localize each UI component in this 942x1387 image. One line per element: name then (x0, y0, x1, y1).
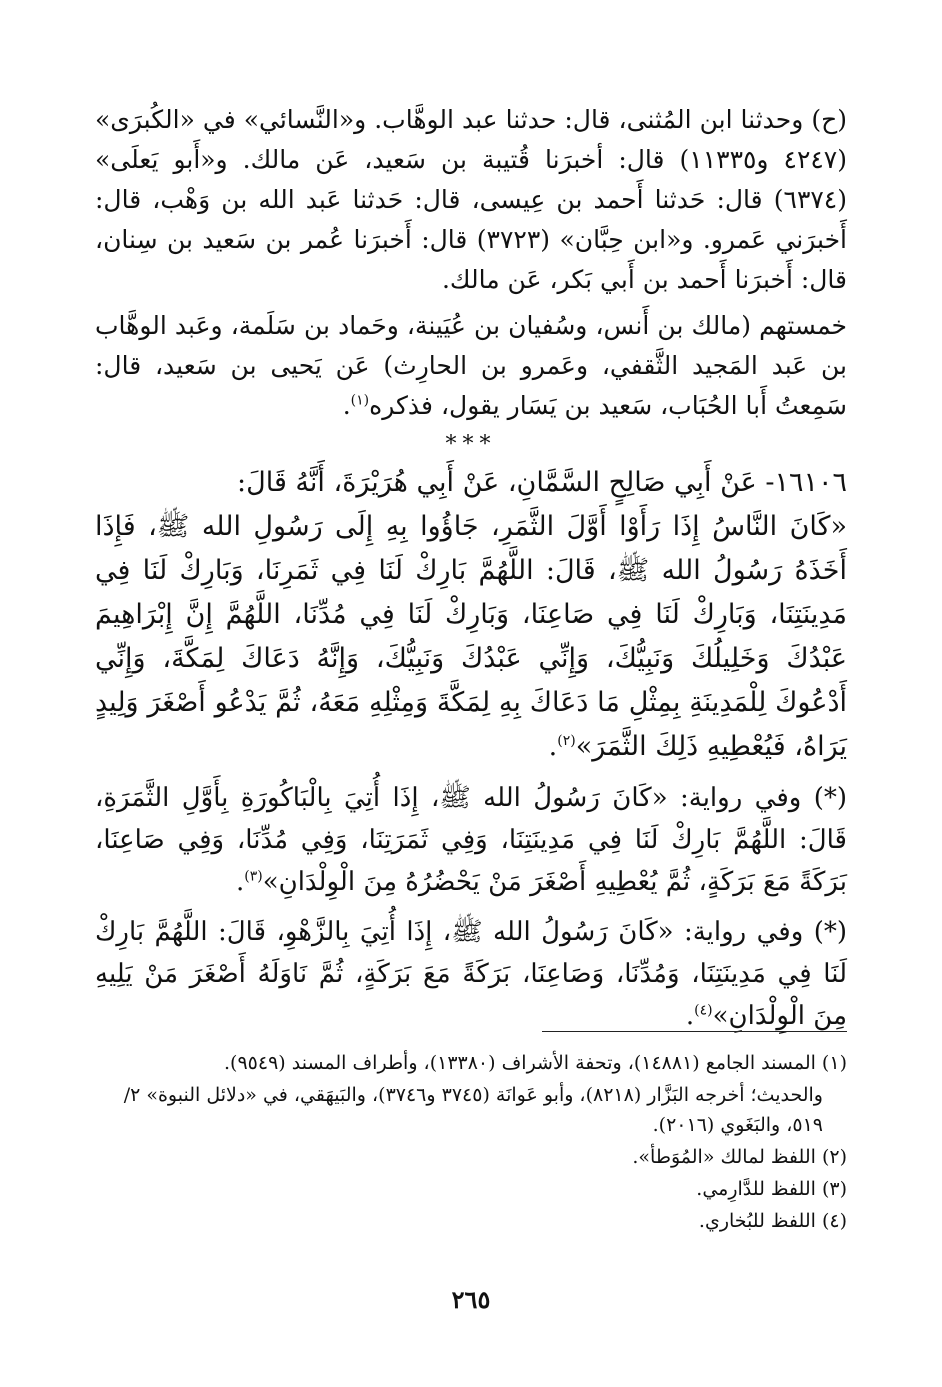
footnote: والحديث؛ أخرجه البَزَّار (٨٢١٨)، وأبو عَوانَة (٣٧٤٥ و٣٧٤٦)، والبَيهَقي، في «دلائل النبوة» ٢/ ٥١٩، والبَغَوي (٢٠١٦). (123, 1084, 823, 1136)
isnad-summary-text: خمستهم (مالك بن أَنس، وسُفيان بن عُيَينة، وحَماد بن سَلَمة، وعَبد الوهَّاب بن عَبد المَجيد الثَّقفي، وعَمرو بن الحارِث) عَن يَحيى بن سَعيد، قال: سَمِعتُ أَبا الحُبَاب، سَعيد بن يَسَار يقول، فذكره (95, 311, 847, 420)
riwaya-text: (*) وفي رواية: «كَانَ رَسُولُ الله ﷺ، إِذَا أُتِيَ بِالْبَاكُورَةِ بِأَوَّلِ الثَّمَرَةِ، قَالَ: اللَّهُمَّ بَارِكْ لَنَا فِي مَدِينَتِنَا، وَفِي ثَمَرَتِنَا، وَفِي مُدِّنَا، وَفِي صَاعِنَا، بَرَكَةً مَعَ بَرَكَةٍ، ثُمَّ يُعْطِيهِ أَصْغَرَ مَنْ يَحْضُرُهُ مِنَ الْوِلْدَانِ» (95, 783, 847, 897)
footnote-ref: (٤) (694, 1002, 713, 1019)
footnotes (95, 1048, 847, 1238)
riwaya-paragraph: (*) وفي رواية: «كَانَ رَسُولُ الله ﷺ، إِذَا أُتِيَ بِالْبَاكُورَةِ بِأَوَّلِ الثَّمَرَةِ، قَالَ: اللَّهُمَّ بَارِكْ لَنَا فِي مَدِينَتِنَا، وَفِي ثَمَرَتِنَا، وَفِي مُدِّنَا، وَفِي صَاعِنَا، بَرَكَةً مَعَ بَرَكَةٍ، ثُمَّ يُعْطِيهِ أَصْغَرَ مَنْ يَحْضُرُهُ مِنَ الْوِلْدَانِ»$^{(٣)}$. (95, 783, 847, 897)
page-body (95, 100, 847, 1045)
riwaya-text: (*) وفي رواية: «كَانَ رَسُولُ الله ﷺ، إِذَا أُتِيَ بِالزَّهْوِ، قَالَ: اللَّهُمَّ بَارِكْ لَنَا فِي مَدِينَتِنَا، وَمُدِّنَا، وَصَاعِنَا، بَرَكَةً مَعَ بَرَكَةٍ، ثُمَّ نَاوَلَهُ أَصْغَرَ مَنْ يَلِيهِ مِنَ الْوِلْدَانِ» (95, 917, 847, 1031)
footnote: (٤) اللفظ للبُخاري. (698, 1210, 847, 1232)
footnote-ref: (٣) (244, 868, 263, 885)
page-number: ٢٦٥ (451, 1285, 491, 1314)
footnote-divider (542, 1031, 847, 1032)
hadith-text: «كَانَ النَّاسُ إِذَا رَأَوْا أَوَّلَ الثَّمَرِ، جَاؤُوا بِهِ إِلَى رَسُولِ الله ﷺ، فَإِذَا أَخَذَهُ رَسُولُ الله ﷺ، قَالَ: اللَّهُمَّ بَارِكْ لَنَا فِي ثَمَرِنَا، وَبَارِكْ لَنَا فِي مَدِينَتِنَا، وَبَارِكْ لَنَا فِي صَاعِنَا، وَبَارِكْ لَنَا فِي مُدِّنَا، اللَّهُمَّ إِنَّ إِبْرَاهِيمَ عَبْدُكَ وَخَلِيلُكَ وَنَبِيُّكَ، وَإِنِّي عَبْدُكَ وَنَبِيُّكَ، وَإِنَّهُ دَعَاكَ لِمَكَّةَ، وَإِنِّي أَدْعُوكَ لِلْمَدِينَةِ بِمِثْلِ مَا دَعَاكَ بِهِ لِمَكَّةَ وَمِثْلِهِ مَعَهُ، ثُمَّ يَدْعُو أَصْغَرَ وَلِيدٍ يَرَاهُ، فَيُعْطِيهِ ذَلِكَ الثَّمَرَ» (95, 511, 847, 762)
footnote: (٢) اللفظ لمالك «المُوَطأ». (632, 1146, 847, 1168)
isnad-paragraph: (ح) وحدثنا ابن المُثنى، قال: حدثنا عبد الوهَّاب. و«النَّسائي» في «الكُبرَى» (٤٢٤٧ و١١٣٣٥) قال: أخبرَنا قُتيبة بن سَعيد، عَن مالك. و«أَبو يَعلَى» (٦٣٧٤) قال: حَدثنا أَحمد بن عِيسى، قال: حَدثنا عَبد الله بن وَهْب، قال: أَخبرَني عَمرو. و«ابن حِبَّان» (٣٧٢٣) قال: أَخبرَنا عُمر بن سَعيد بن سِنان، قال: أَخبرَنا أَحمد بن أَبي بَكر، عَن مالك. (95, 105, 847, 294)
footnote-ref: (٢) (557, 733, 576, 749)
riwaya-paragraph: (*) وفي رواية: «كَانَ رَسُولُ الله ﷺ، إِذَا أُتِيَ بِالزَّهْوِ، قَالَ: اللَّهُمَّ بَارِكْ لَنَا فِي مَدِينَتِنَا، وَمُدِّنَا، وَصَاعِنَا، بَرَكَةً مَعَ بَرَكَةٍ، ثُمَّ نَاوَلَهُ أَصْغَرَ مَنْ يَلِيهِ مِنَ الْوِلْدَانِ»$^{(٤)}$. (95, 917, 847, 1031)
hadith-text-paragraph: «كَانَ النَّاسُ إِذَا رَأَوْا أَوَّلَ الثَّمَرِ، جَاؤُوا بِهِ إِلَى رَسُولِ الله ﷺ، فَإِذَا أَخَذَهُ رَسُولُ الله ﷺ، قَالَ: اللَّهُمَّ بَارِكْ لَنَا فِي ثَمَرِنَا، وَبَارِكْ لَنَا فِي مَدِينَتِنَا، وَبَارِكْ لَنَا فِي صَاعِنَا، وَبَارِكْ لَنَا فِي مُدِّنَا، اللَّهُمَّ إِنَّ إِبْرَاهِيمَ عَبْدُكَ وَخَلِيلُكَ وَنَبِيُّكَ، وَإِنِّي عَبْدُكَ وَنَبِيُّكَ، وَإِنَّهُ دَعَاكَ لِمَكَّةَ، وَإِنِّي أَدْعُوكَ لِلْمَدِينَةِ بِمِثْلِ مَا دَعَاكَ بِهِ لِمَكَّةَ وَمِثْلِهِ مَعَهُ، ثُمَّ يَدْعُو أَصْغَرَ وَلِيدٍ يَرَاهُ، فَيُعْطِيهِ ذَلِكَ الثَّمَرَ»$^{(٢)}$. (95, 511, 847, 762)
section-separator: *** (445, 432, 497, 457)
footnote-ref: (١) (350, 392, 370, 409)
footnote: (١) المسند الجامع (١٤٨٨١)، وتحفة الأشراف (١٣٣٨٠)، وأطراف المسند (٩٥٤٩). (224, 1052, 847, 1074)
hadith-header: ١٦١٠٦- عَنْ أَبِي صَالِحٍ السَّمَّانِ، عَنْ أَبِي هُرَيْرَةَ، أَنَّهُ قَالَ: (237, 467, 847, 498)
isnad-summary-paragraph: خمستهم (مالك بن أَنس، وسُفيان بن عُيَينة، وحَماد بن سَلَمة، وعَبد الوهَّاب بن عَبد المَجيد الثَّقفي، وعَمرو بن الحارِث) عَن يَحيى بن سَعيد، قال: سَمِعتُ أَبا الحُبَاب، سَعيد بن يَسَار يقول، فذكره$^{(١)}$. (95, 311, 847, 420)
footnote: (٣) اللفظ للدَّارِمي. (696, 1178, 847, 1200)
